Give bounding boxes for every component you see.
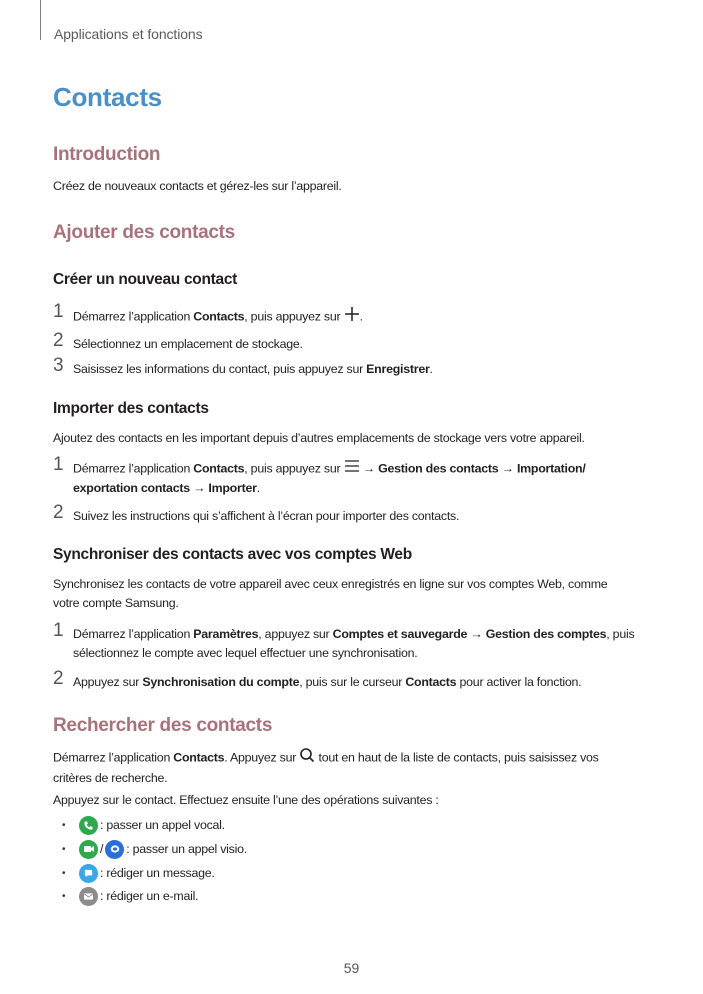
menu-item-manage-contacts: Gestion des contacts <box>378 461 499 476</box>
heading-search-contacts: Rechercher des contacts <box>53 715 273 736</box>
step-text: Démarrez l’application <box>73 309 194 324</box>
bullet-dot: • <box>62 890 66 902</box>
heading-import-contacts: Importer des contacts <box>53 400 209 417</box>
menu-item-sync-account: Synchronisation du compte <box>142 675 300 689</box>
email-icon <box>79 887 98 906</box>
step-text: , puis sur le curseur <box>299 675 406 689</box>
sync-step-2 <box>53 668 653 692</box>
sync-text: Synchronisez les contacts de votre appareil avec ceux enregistrés en ligne sur vos comptes Web, comme votre compte Samsung. <box>53 577 608 610</box>
step-text: , puis appuyez sur <box>244 461 344 476</box>
separator: / <box>100 842 104 856</box>
bullet-dot: • <box>62 867 66 879</box>
bullet-text: : rédiger un e-mail. <box>100 889 199 903</box>
step-text: Suivez les instructions qui s’affichent à l’écran pour importer des contacts. <box>73 509 460 523</box>
step-text: , puis sélectionnez le compte avec lequel effectuer une synchronisation. <box>73 627 635 660</box>
plus-icon <box>344 306 360 328</box>
arrow: → <box>498 461 517 476</box>
menu-item-import-export: Importation/ exportation contacts <box>73 461 586 495</box>
header-rule <box>40 0 41 40</box>
search-paragraph-1 <box>53 747 623 788</box>
step-number: 3 <box>53 355 64 376</box>
message-icon <box>79 864 98 883</box>
step-text: Sélectionnez un emplacement de stockage. <box>73 337 303 351</box>
import-text: Ajoutez des contacts en les important depuis d’autres emplacements de stockage vers votre appareil. <box>53 431 585 445</box>
app-name-settings: Paramètres <box>193 627 259 641</box>
bullet-text: : passer un appel vocal. <box>100 818 225 832</box>
bullet-text: : rédiger un message. <box>100 866 215 880</box>
menu-item-import: Importer <box>208 481 257 495</box>
bullet-voice-call <box>62 815 225 835</box>
bullet-video-call <box>62 839 247 859</box>
arrow: → <box>189 481 209 495</box>
heading-sync-contacts: Synchroniser des contacts avec vos comptes Web <box>53 546 412 563</box>
heading-create-contact: Créer un nouveau contact <box>53 271 238 288</box>
step-number: 1 <box>53 620 64 641</box>
bullet-dot: • <box>62 843 66 855</box>
para-text: . Appuyez sur <box>224 750 300 765</box>
bullet-text: : passer un appel visio. <box>126 842 247 856</box>
step-text: Saisissez les informations du contact, puis appuyez sur <box>73 362 367 376</box>
bullet-email <box>62 886 198 906</box>
menu-item-manage-accounts: Gestion des comptes <box>485 627 607 641</box>
heading-add-contacts: Ajouter des contacts <box>53 222 235 243</box>
video-call-icon <box>79 840 98 859</box>
create-step-1 <box>53 301 653 328</box>
step-text: Démarrez l’application <box>73 461 194 476</box>
sync-step-1 <box>53 620 653 663</box>
heading-introduction: Introduction <box>53 144 161 165</box>
step-number: 1 <box>53 454 64 475</box>
app-name-contacts: Contacts <box>173 750 225 765</box>
button-name-save: Enregistrer <box>366 362 430 376</box>
step-text: , puis appuyez sur <box>244 309 344 324</box>
page-number: 59 <box>343 960 360 976</box>
para-text: tout en haut de la liste de contacts, puis saisissez vos critères de recherche. <box>53 750 599 785</box>
step-number: 2 <box>53 668 64 689</box>
step-number: 2 <box>53 502 64 523</box>
step-text: . <box>256 481 260 495</box>
create-step-3 <box>53 355 653 379</box>
menu-item-accounts-backup: Comptes et sauvegarde <box>332 627 468 641</box>
import-step-2 <box>53 502 653 526</box>
menu-icon <box>344 459 360 479</box>
phone-call-icon <box>79 816 98 835</box>
search-paragraph-2: Appuyez sur le contact. Effectuez ensuite l’une des opérations suivantes : <box>53 793 439 807</box>
step-number: 2 <box>53 330 64 351</box>
bullet-dot: • <box>62 819 66 831</box>
create-step-2 <box>53 330 653 354</box>
step-text: Démarrez l’application <box>73 627 194 641</box>
step-text: Appuyez sur <box>73 675 143 689</box>
arrow: → <box>467 627 486 641</box>
step-text: pour activer la fonction. <box>456 675 582 689</box>
para-text: Démarrez l’application <box>53 750 174 765</box>
search-icon <box>299 747 315 769</box>
duo-video-icon <box>105 840 124 859</box>
step-text: , appuyez sur <box>258 627 333 641</box>
intro-text: Créez de nouveaux contacts et gérez-les sur l’appareil. <box>53 179 342 193</box>
running-header: Applications et fonctions <box>54 26 203 42</box>
step-text: . <box>359 309 363 324</box>
app-name-contacts: Contacts <box>193 309 245 324</box>
app-name-contacts: Contacts <box>193 461 245 476</box>
page-title: Contacts <box>53 82 162 112</box>
arrow: → <box>359 461 379 476</box>
bullet-message <box>62 863 215 883</box>
step-number: 1 <box>53 301 64 322</box>
step-text: . <box>429 362 433 376</box>
switch-name-contacts: Contacts <box>405 675 457 689</box>
import-step-1 <box>53 454 653 498</box>
